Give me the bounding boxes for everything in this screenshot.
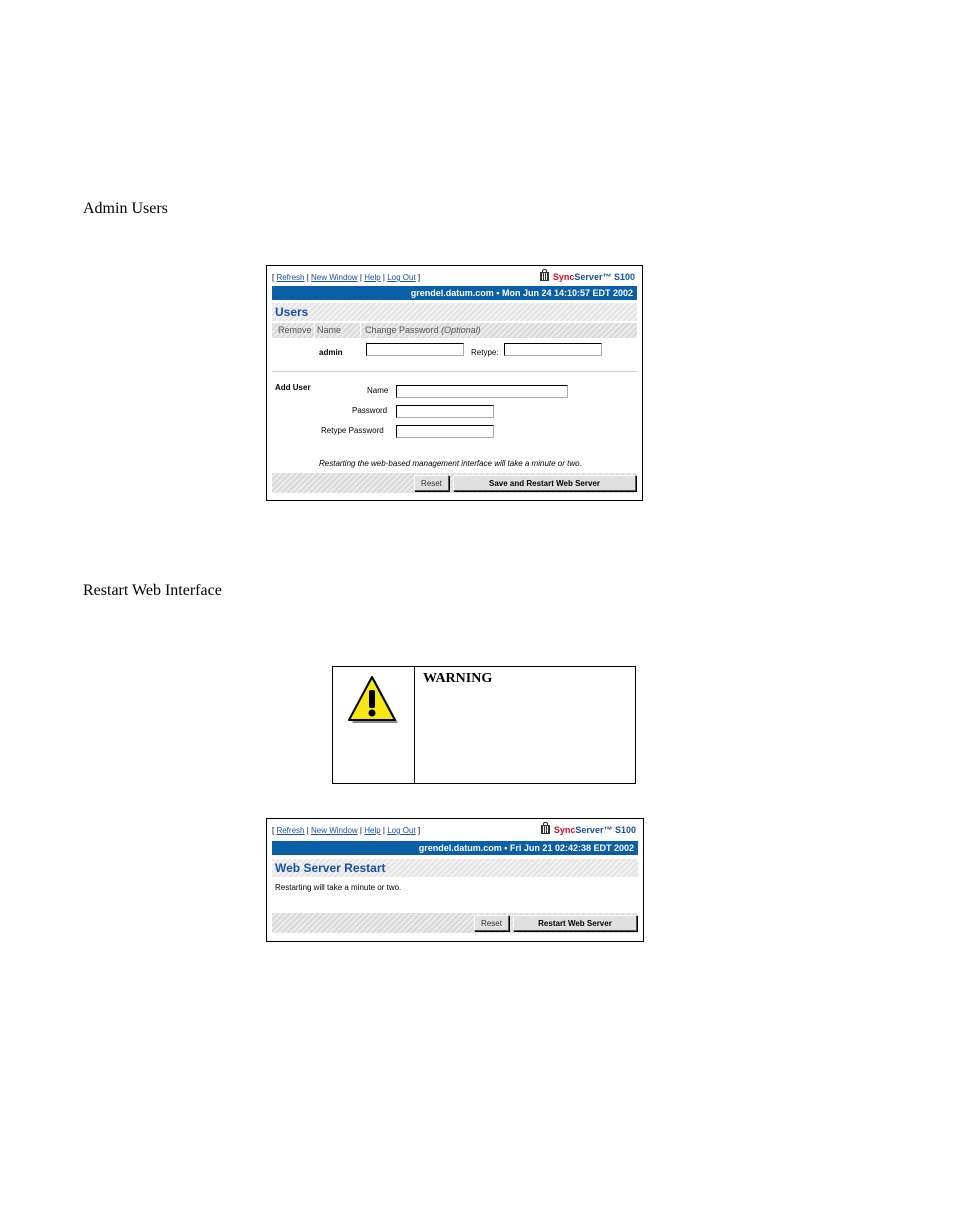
page-title: Web Server Restart xyxy=(272,859,638,877)
footer-bar xyxy=(272,913,638,933)
restart-note: Restarting the web-based management interface will take a minute or two. xyxy=(319,459,582,468)
restart-message: Restarting will take a minute or two. xyxy=(275,883,402,892)
admin-password-field[interactable] xyxy=(366,343,464,356)
retype-label: Retype: xyxy=(471,348,499,357)
footer-bar xyxy=(272,473,637,493)
brand-logo: SyncServer™ S100 xyxy=(541,825,636,835)
col-change-password: Change Password (Optional) xyxy=(365,325,481,335)
col-name: Name xyxy=(317,325,342,335)
new-user-password-field[interactable] xyxy=(396,405,494,418)
reset-button[interactable]: Reset xyxy=(414,475,449,491)
warning-triangle-icon xyxy=(347,675,399,732)
top-links: [ Refresh | New Window | Help | Log Out ] xyxy=(272,826,421,835)
reset-button[interactable]: Reset xyxy=(474,915,509,931)
status-bar: grendel.datum.com • Fri Jun 21 02:42:38 EDT 2002 xyxy=(272,841,638,855)
top-bar xyxy=(272,271,637,285)
add-user-label: Add User xyxy=(275,383,311,392)
brand-logo: SyncServer™ S100 xyxy=(540,272,635,282)
top-bar xyxy=(272,824,638,838)
lock-icon xyxy=(541,825,550,834)
save-restart-button[interactable]: Save and Restart Web Server xyxy=(453,475,636,491)
new-user-name-field[interactable] xyxy=(396,385,568,398)
restart-web-server-button[interactable]: Restart Web Server xyxy=(513,915,637,931)
warning-title: WARNING xyxy=(423,671,493,686)
lock-icon xyxy=(540,272,549,281)
admin-retype-field[interactable] xyxy=(504,343,602,356)
retype-password-label: Retype Password xyxy=(321,426,384,435)
top-links: [ Refresh | New Window | Help | Log Out ] xyxy=(272,273,421,282)
users-screenshot xyxy=(266,265,643,501)
log-out-link[interactable]: Log Out xyxy=(387,826,416,835)
page-title: Users xyxy=(272,303,637,321)
users-table-header xyxy=(272,323,637,338)
help-link[interactable]: Help xyxy=(364,826,381,835)
new-user-retype-field[interactable] xyxy=(396,425,494,438)
refresh-link[interactable]: Refresh xyxy=(276,273,305,282)
status-bar: grendel.datum.com • Mon Jun 24 14:10:57 EDT 2002 xyxy=(272,286,637,300)
new-window-link[interactable]: New Window xyxy=(311,826,358,835)
divider xyxy=(272,371,637,372)
user-name-admin: admin xyxy=(319,348,343,357)
warning-box xyxy=(332,666,636,784)
name-label: Name xyxy=(367,386,389,395)
log-out-link[interactable]: Log Out xyxy=(387,273,416,282)
refresh-link[interactable]: Refresh xyxy=(276,826,305,835)
section-heading-admin-users: Admin Users xyxy=(83,200,168,217)
col-remove: Remove xyxy=(278,325,312,335)
section-heading-restart-web: Restart Web Interface xyxy=(83,582,222,599)
new-window-link[interactable]: New Window xyxy=(311,273,358,282)
help-link[interactable]: Help xyxy=(364,273,381,282)
password-label: Password xyxy=(352,406,388,415)
restart-screenshot xyxy=(266,818,644,942)
